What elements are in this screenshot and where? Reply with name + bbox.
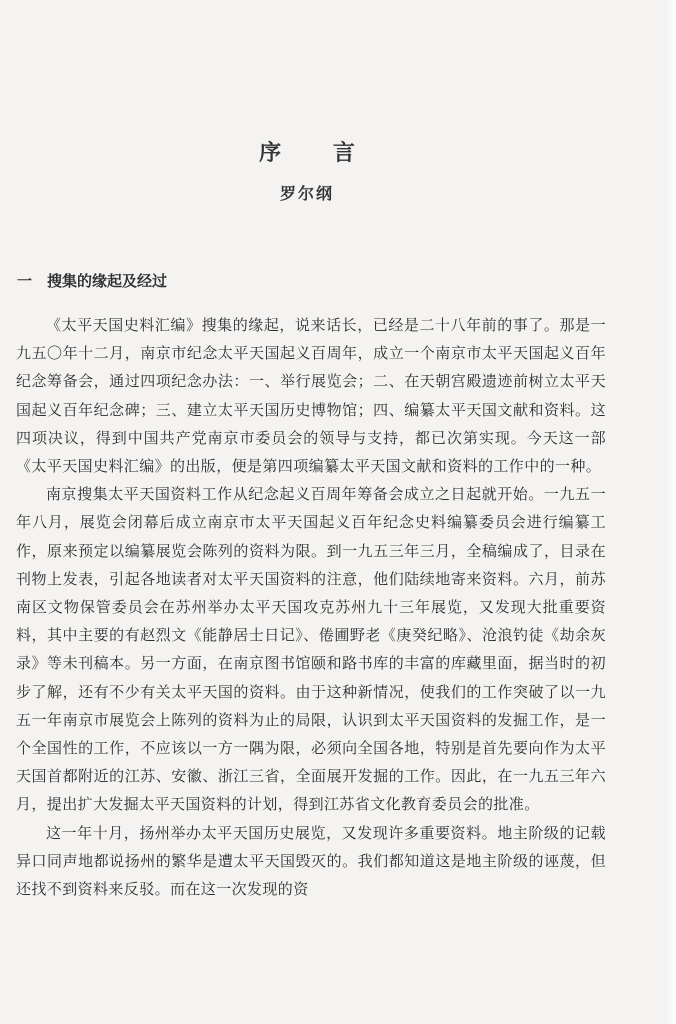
page-title: 序 言	[259, 141, 377, 166]
paragraph: 南京搜集太平天国资料工作从纪念起义百周年筹备会成立之日起就开始。一九五一年八月，展览会闭幕后成立南京市太平天国起义百年纪念史料编纂委员会进行编纂工作，原来预定以编纂展览会陈列的资料为限。到一九五三年三月，全稿编成了，目录在刊物上发表，引起各地读者对太平天国资料的注意，他们陆续地寄来资料。六月，前苏南区文物保管委员会在苏州举办太平天国攻克苏州九十三年展览，又发现大批重要资料，其中主要的有赵烈文《能静居士日记》、倦圃野老《庚癸纪略》、沧浪钓徒《劫余灰录》等未刊稿本。另一方面，在南京图书馆颐和路书库的丰富的库藏里面，据当时的初步了解，还有不少有关太平天国的资料。由于这种新情况，使我们的工作突破了以一九五一年南京市展览会上陈列的资料为止的局限，认识到太平天国资料的发掘工作，是一个全国性的工作，不应该以一方一隅为限，必须向全国各地，特别是首先要向作为太平天国首都附近的江苏、安徽、浙江三省，全面展开发掘的工作。因此，在一九五三年六月，提出扩大发掘太平天国资料的计划，得到江苏省文化教育委员会的批准。	[16, 485, 606, 814]
section-number: 一	[17, 272, 33, 290]
paragraph: 这一年十月，扬州举办太平天国历史展览，又发现许多重要资料。地主阶级的记载异口同声地都说扬州的繁华是遭太平天国毁灭的。我们都知道这是地主阶级的诬蔑，但还找不到资料来反驳。而在这一次发现的资	[16, 823, 606, 899]
section-title: 搜集的缘起及经过	[47, 272, 168, 290]
paragraph: 《太平天国史料汇编》搜集的缘起，说来话长，已经是二十八年前的事了。那是一九五〇年十二月，南京市纪念太平天国起义百周年，成立一个南京市太平天国起义百年纪念筹备会，通过四项纪念办法：一、举行展览会；二、在天朝宫殿遗迹前树立太平天国起义百年纪念碑；三、建立太平天国历史博物馆；四、编纂太平天国文献和资料。这四项决议，得到中国共产党南京市委员会的领导与支持，都已次第实现。今天这一部《太平天国史料汇编》的出版，便是第四项编纂太平天国文献和资料的工作中的一种。	[16, 316, 606, 476]
author-name: 罗尔纲	[279, 184, 334, 203]
section-heading	[17, 270, 167, 291]
body-text	[16, 311, 606, 903]
